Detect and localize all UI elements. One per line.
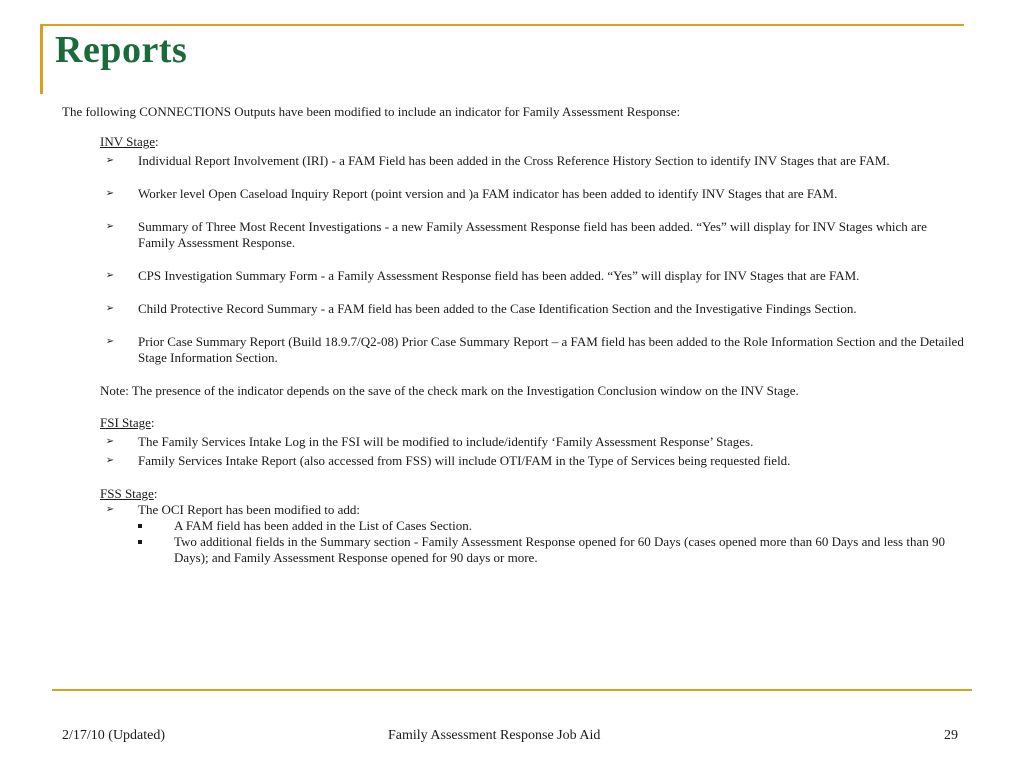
inv-list — [100, 153, 966, 366]
footer-title: Family Assessment Response Job Aid — [388, 728, 601, 743]
inv-section — [100, 134, 966, 566]
square-bullet-icon — [138, 524, 142, 528]
footer-rule — [52, 689, 972, 691]
fsi-list — [100, 434, 966, 469]
page-number: 29 — [944, 728, 958, 743]
inv-note: Note: The presence of the indicator depends on the save of the check mark on the Investigation Conclusion window on the INV Stage. — [100, 383, 799, 398]
arrow-bullet-icon: ➢ — [105, 436, 115, 447]
list-item: ➢ Family Services Intake Report (also accessed from FSS) will include OTI/FAM in the Type of Services being requested field. — [100, 453, 966, 469]
arrow-bullet-icon: ➢ — [105, 155, 115, 166]
list-item: Two additional fields in the Summary section - Family Assessment Response opened for 60 Days (cases opened more than 60 Days and less than 90 Days); and Family Assessment Response opened for 90 days or more. — [138, 534, 966, 566]
list-item: ➢ Individual Report Involvement (IRI) - a FAM Field has been added in the Cross Reference History Section to identify INV Stages that are FAM. — [100, 153, 966, 169]
list-item: ➢ The OCI Report has been modified to add: A FAM field has been added in the List of Cases Section. Two additional fields in the Summary section - Family Assessment Response opened for 60 Days (cases opened more than 60 Days and less than 90 Days); and Family Assessment Response opened for 90 days or more. — [100, 502, 966, 566]
arrow-bullet-icon: ➢ — [105, 270, 115, 281]
inv-heading: INV Stage: — [100, 134, 159, 149]
fss-list — [100, 502, 966, 566]
list-item: ➢ Prior Case Summary Report (Build 18.9.7/Q2-08) Prior Case Summary Report – a FAM field has been added to the Role Information Section and the Detailed Stage Information Section. — [100, 334, 966, 366]
arrow-bullet-icon: ➢ — [105, 188, 115, 199]
footer-date: 2/17/10 (Updated) — [62, 728, 166, 743]
arrow-bullet-icon: ➢ — [105, 455, 115, 466]
arrow-bullet-icon: ➢ — [105, 336, 115, 347]
list-item: ➢ Summary of Three Most Recent Investigations - a new Family Assessment Response field has been added. “Yes” will display for INV Stages which are Family Assessment Response. — [100, 219, 966, 251]
square-bullet-icon — [138, 540, 142, 544]
slide-title: Reports — [55, 29, 188, 71]
slide-body — [62, 104, 966, 566]
list-item: A FAM field has been added in the List of Cases Section. — [138, 518, 966, 534]
arrow-bullet-icon: ➢ — [105, 303, 115, 314]
fss-heading: FSS Stage: — [100, 486, 158, 501]
intro-text: The following CONNECTIONS Outputs have been modified to include an indicator for Family Assessment Response: — [62, 104, 681, 119]
arrow-bullet-icon: ➢ — [105, 221, 115, 232]
arrow-bullet-icon: ➢ — [105, 504, 115, 515]
top-rule — [40, 24, 964, 26]
list-item: ➢ Worker level Open Caseload Inquiry Report (point version and )a FAM indicator has been added to identify INV Stages that are FAM. — [100, 186, 966, 202]
list-item: ➢ The Family Services Intake Log in the FSI will be modified to include/identify ‘Family Assessment Response’ Stages. — [100, 434, 966, 450]
title-rule — [40, 26, 43, 94]
list-item: ➢ CPS Investigation Summary Form - a Family Assessment Response field has been added. “Yes” will display for INV Stages that are FAM. — [100, 268, 966, 284]
fsi-heading: FSI Stage: — [100, 415, 155, 430]
list-item: ➢ Child Protective Record Summary - a FAM field has been added to the Case Identification Section and the Investigative Findings Section. — [100, 301, 966, 317]
fss-sublist — [138, 518, 966, 566]
